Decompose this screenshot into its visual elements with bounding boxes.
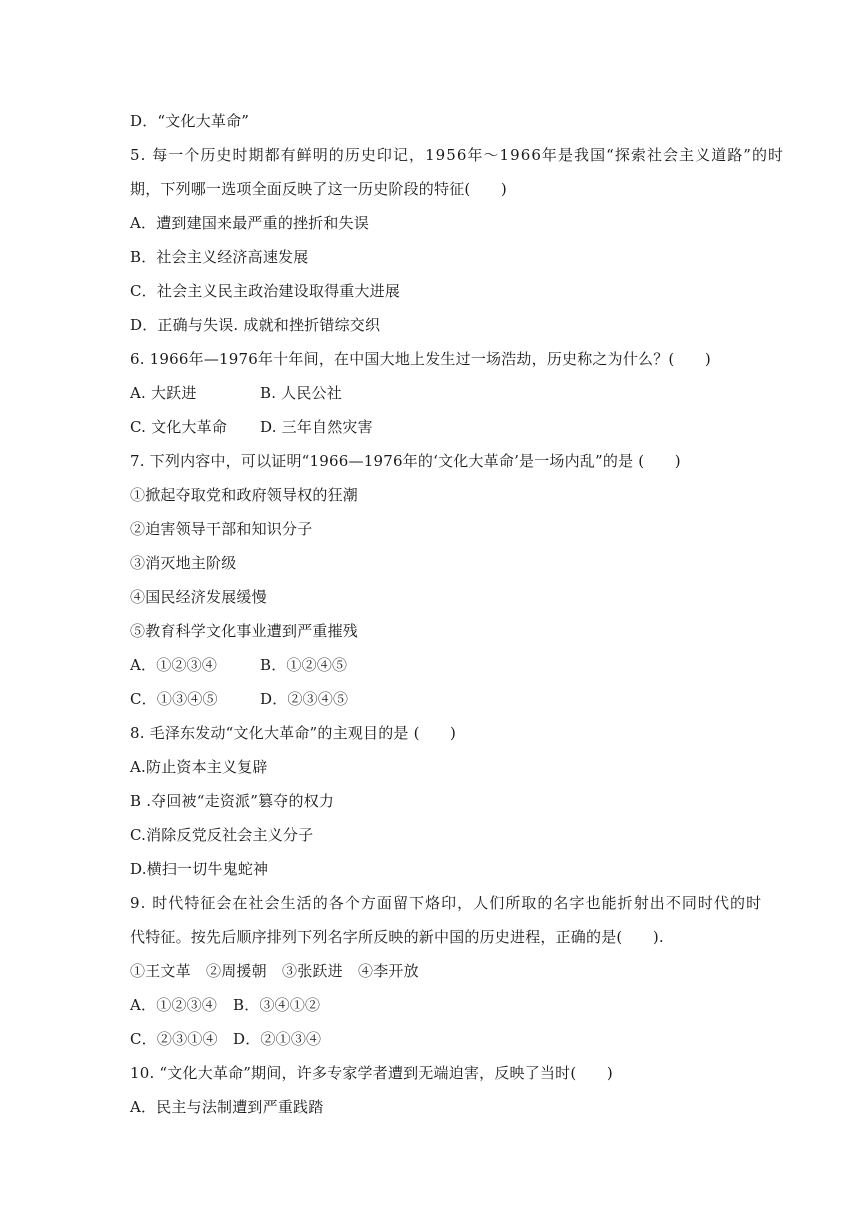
q7-option-b: B．①②④⑤ <box>260 656 348 674</box>
q9-options-row1 <box>130 988 740 1022</box>
q9-names: ①王文革 ②周援朝 ③张跃进 ④李开放 <box>130 962 419 980</box>
q6-option-b: B. 人民公社 <box>260 384 342 402</box>
q10-option-a: A．民主与法制遭到严重践踏 <box>130 1098 324 1116</box>
q8-option-b: B .夺回被“走资派”篡夺的权力 <box>130 792 335 810</box>
q5-option-b: B．社会主义经济高速发展 <box>130 248 309 266</box>
q5-option-c: C．社会主义民主政治建设取得重大进展 <box>130 282 401 300</box>
q5-stem-line2: 期，下列哪一选项全面反映了这一历史阶段的特征( ) <box>130 180 507 198</box>
q9-option-c: C．②③①④ <box>130 1030 218 1048</box>
q7-option-a: A．①②③④ <box>130 656 218 674</box>
q10-stem: 10. “文化大革命”期间，许多专家学者遭到无端迫害，反映了当时( ) <box>130 1064 613 1082</box>
q9-options-row2 <box>130 1022 740 1056</box>
q8-option-c: C.消除反党反社会主义分子 <box>130 826 314 844</box>
q7-item-3: ③消灭地主阶级 <box>130 554 237 572</box>
q6-stem: 6. 1966年—1976年十年间，在中国大地上发生过一场浩劫，历史称之为什么？( ) <box>130 350 711 368</box>
q5-option-a: A．遭到建国来最严重的挫折和失误 <box>130 214 370 232</box>
q9-option-b: B．③④①② <box>233 996 321 1014</box>
q7-item-5: ⑤教育科学文化事业遭到严重摧残 <box>130 622 359 640</box>
q7-item-1: ①掀起夺取党和政府领导权的狂潮 <box>130 486 359 504</box>
q6-option-a: A. 大跃进 <box>130 384 197 402</box>
q8-option-a: A.防止资本主义复辟 <box>130 758 268 776</box>
document-page <box>130 104 785 1124</box>
q5-option-d: D．正确与失误. 成就和挫折错综交织 <box>130 316 381 334</box>
q6-options-row1 <box>130 376 740 410</box>
q7-options-row1 <box>130 648 740 682</box>
q7-option-d: D．②③④⑤ <box>260 690 349 708</box>
q5-stem-line1: 5. 每一个历史时期都有鲜明的历史印记，1956年～1966年是我国“探索社会主义道路”的时 <box>130 146 785 164</box>
q9-stem-line2: 代特征。按先后顺序排列下列名字所反映的新中国的历史进程，正确的是( ). <box>130 928 664 946</box>
q9-option-d: D．②①③④ <box>233 1030 322 1048</box>
q7-option-c: C．①③④⑤ <box>130 690 218 708</box>
q8-stem: 8. 毛泽东发动“文化大革命”的主观目的是 ( ) <box>130 724 457 742</box>
q7-stem: 7. 下列内容中，可以证明“1966—1976年的‘文化大革命’是一场内乱”的是 ( ) <box>130 452 681 470</box>
q7-item-4: ④国民经济发展缓慢 <box>130 588 267 606</box>
q7-options-row2 <box>130 682 740 716</box>
q6-options-row2 <box>130 410 740 444</box>
q9-stem-line1: 9. 时代特征会在社会生活的各个方面留下烙印，人们所取的名字也能折射出不同时代的时 <box>130 894 763 912</box>
q8-option-d: D.横扫一切牛鬼蛇神 <box>130 860 269 878</box>
q9-option-a: A．①②③④ <box>130 996 218 1014</box>
q4-option-d: D．“文化大革命” <box>130 112 250 130</box>
q7-item-2: ②迫害领导干部和知识分子 <box>130 520 313 538</box>
q6-option-c: C. 文化大革命 <box>130 418 228 436</box>
q6-option-d: D. 三年自然灾害 <box>260 418 373 436</box>
